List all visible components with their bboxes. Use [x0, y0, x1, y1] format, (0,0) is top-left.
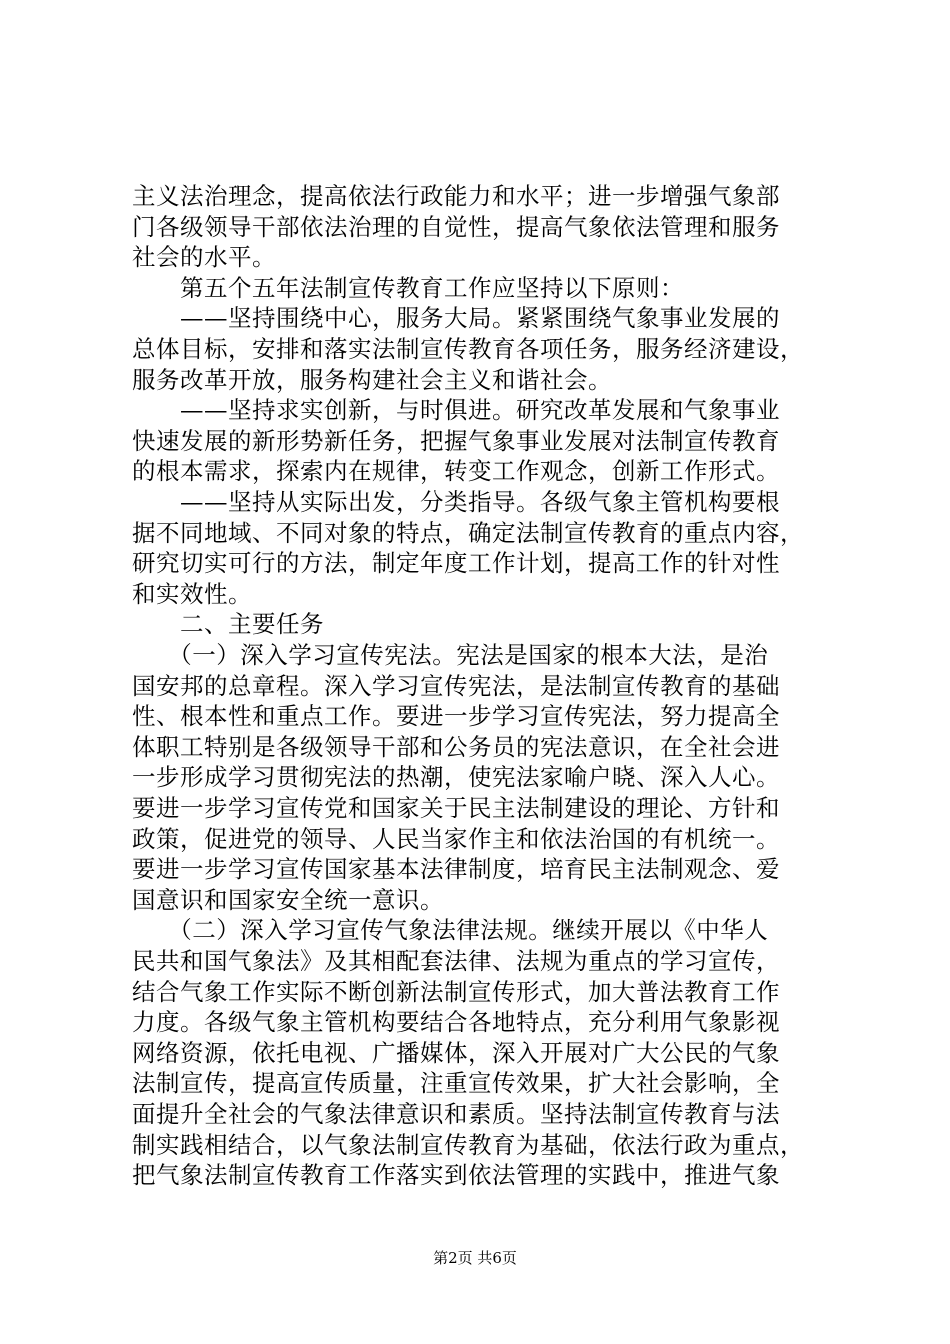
text-line: 法制宣传，提高宣传质量，注重宣传效果，扩大社会影响，全 — [132, 1069, 780, 1098]
text-line: 研究切实可行的方法，制定年度工作计划，提高工作的针对性 — [132, 549, 780, 578]
text-line: 二、主要任务 — [132, 610, 324, 639]
text-line: 力度。各级气象主管机构要结合各地特点，充分利用气象影视 — [132, 1008, 780, 1037]
text-line: ——坚持围绕中心，服务大局。紧紧围绕气象事业发展的 — [132, 304, 780, 333]
text-line: 结合气象工作实际不断创新法制宣传形式，加大普法教育工作 — [132, 977, 780, 1006]
text-line: 体职工特别是各级领导干部和公务员的宪法意识，在全社会进 — [132, 732, 780, 761]
text-line: 政策，促进党的领导、人民当家作主和依法治国的有机统一。 — [132, 824, 780, 853]
text-line: 一步形成学习贯彻宪法的热潮，使宪法家喻户晓、深入人心。 — [132, 763, 780, 792]
text-line: 快速发展的新形势新任务，把握气象事业发展对法制宣传教育 — [132, 426, 780, 455]
text-line: （一）深入学习宣传宪法。宪法是国家的根本大法，是治 — [132, 641, 769, 669]
text-line: ——坚持从实际出发，分类指导。各级气象主管机构要根 — [132, 488, 780, 516]
text-line: 制实践相结合，以气象法制宣传教育为基础，依法行政为重点， — [132, 1130, 804, 1159]
text-line: 民共和国气象法》及其相配套法律、法规为重点的学习宣传， — [132, 947, 780, 975]
text-line: 国意识和国家安全统一意识。 — [132, 885, 444, 914]
text-line: 性、根本性和重点工作。要进一步学习宣传宪法，努力提高全 — [132, 702, 780, 731]
text-line: 服务改革开放，服务构建社会主义和谐社会。 — [132, 365, 612, 394]
text-line: 主义法治理念，提高依法行政能力和水平；进一步增强气象部 — [132, 182, 780, 210]
text-line: （二）深入学习宣传气象法律法规。继续开展以《中华人 — [132, 916, 769, 945]
text-line: 面提升全社会的气象法律意识和素质。坚持法制宣传教育与法 — [132, 1100, 780, 1128]
text-line: 的根本需求，探索内在规律，转变工作观念，创新工作形式。 — [132, 457, 780, 486]
text-line: 要进一步学习宣传党和国家关于民主法制建设的理论、方针和 — [132, 794, 780, 822]
text-line: 门各级领导干部依法治理的自觉性，提高气象依法管理和服务 — [132, 212, 780, 241]
page-footer: 第2页 共6页 — [433, 1249, 517, 1267]
text-line: 要进一步学习宣传国家基本法律制度，培育民主法制观念、爱 — [132, 855, 780, 884]
text-line: 社会的水平。 — [132, 243, 276, 272]
text-line: 网络资源，依托电视、广播媒体，深入开展对广大公民的气象 — [132, 1038, 780, 1067]
text-line: 据不同地域、不同对象的特点，确定法制宣传教育的重点内容， — [132, 518, 804, 547]
text-line: 第五个五年法制宣传教育工作应坚持以下原则： — [132, 273, 684, 302]
text-line: 国安邦的总章程。深入学习宣传宪法，是法制宣传教育的基础 — [132, 671, 780, 700]
text-line: 把气象法制宣传教育工作落实到依法管理的实践中，推进气象 — [132, 1161, 780, 1190]
text-line: 和实效性。 — [132, 579, 252, 608]
text-line: ——坚持求实创新，与时俱进。研究改革发展和气象事业 — [132, 396, 780, 425]
text-line: 总体目标，安排和落实法制宣传教育各项任务，服务经济建设， — [132, 335, 804, 363]
